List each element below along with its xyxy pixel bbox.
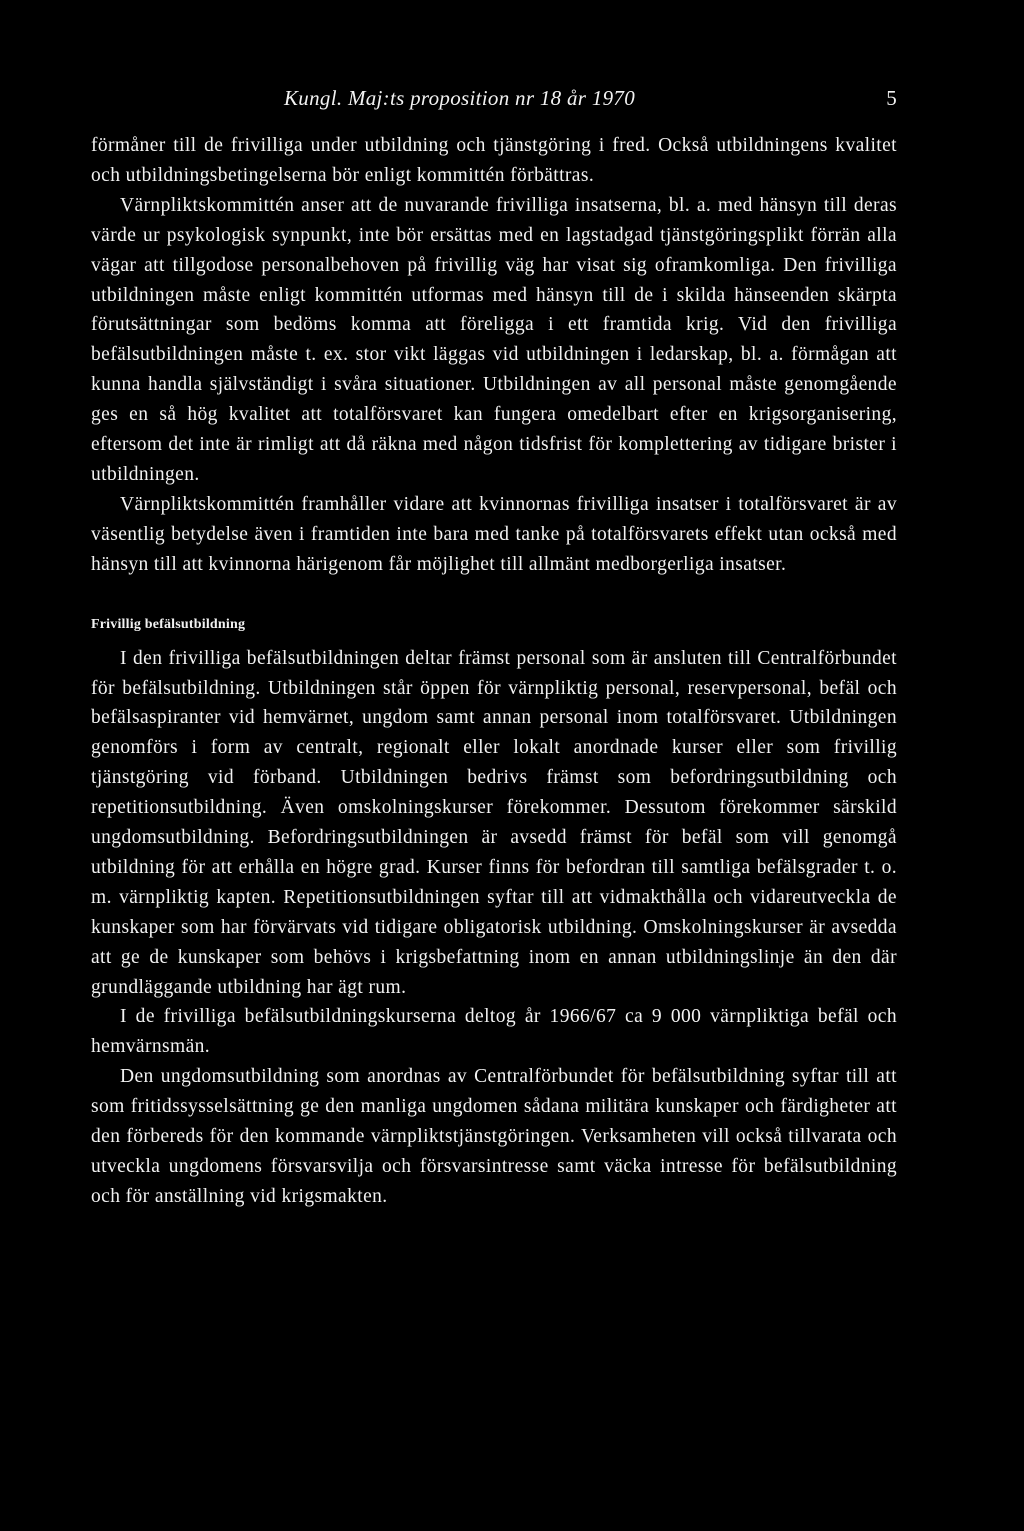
paragraph: Värnpliktskommittén framhåller vidare att kvinnornas frivilliga insatser i totalförsvaret är av väsentlig betydelse även i framtiden inte bara med tanke på totalförsvarets effekt utan också med hänsyn till att kvinnorna härigenom får möjlighet till allmänt medborgerliga insatser. [91,493,897,575]
running-header [91,86,897,116]
section-heading: Frivillig befälsutbildning [91,616,246,632]
paragraph: Värnpliktskommittén anser att de nuvarande frivilliga insatserna, bl. a. med hänsyn till deras värde ur psykologisk synpunkt, inte bör ersättas med en lagstadgad tjänstgöringsplikt förrän alla vägar att tillgodose personalbehoven på frivillig väg har visat sig oframkomliga. Den frivilliga utbildningen måste enligt kommittén utformas med hänsyn till de i skilda hänseenden skärpta förutsättningar som bedöms komma att föreligga i ett framtida krig. Vid den frivilliga befälsutbildningen måste t. ex. stor vikt läggas vid utbildningen i ledarskap, bl. a. förmågan att kunna handla självständigt i svåra situationer. Utbildningen av all personal måste genomgående ges en så hög kvalitet att totalförsvaret kan fungera omedelbart efter en krigsorganisering, eftersom det inte är rimligt att då räkna med någon tidsfrist för komplettering av tidigare brister i utbildningen. [91,194,897,485]
header-title: Kungl. Maj:ts proposition nr 18 år 1970 [284,86,636,110]
paragraph: Den ungdomsutbildning som anordnas av Centralförbundet för befälsutbildning syftar till att som fritidssysselsättning ge den manliga ungdomen sådana militära kunskaper och färdigheter att den förbereds för den kommande värnpliktstjänstgöringen. Verksamheten vill också tillvarata och utveckla ungdomens försvarsvilja och försvarsintresse samt väcka intresse för befälsutbildning och för anställning vid krigsmakten. [91,1066,897,1207]
paragraph: I den frivilliga befälsutbildningen deltar främst personal som är ansluten till Centralförbundet för befälsutbildning. Utbildningen står öppen för värnpliktig personal, reservpersonal, befäl och befälsaspiranter vid hemvärnet, ungdom samt annan personal inom totalförsvaret. Utbildningen genomförs i form av centralt, regionalt eller lokalt anordnade kurser eller som frivillig tjänstgöring vid förband. Utbildningen bedrivs främst som befordringsutbildning och repetitionsutbildning. Även omskolningskurser förekommer. Dessutom förekommer särskild ungdomsutbildning. Befordringsutbildningen är avsedd främst för befäl som vill genomgå utbildning för att erhålla en högre grad. Kurser finns för befordran till samtliga befälsgrader t. o. m. värnpliktig kapten. Repetitionsutbildningen syftar till att vidmakthålla och vidareutveckla de kunskaper som har förvärvats vid tidigare obligatorisk utbildning. Omskolningskurser är avsedda att ge de kunskaper som behövs i krigsbefattning inom en annan utbildningslinje än den där grundläggande utbildning har ägt rum. [91,647,897,998]
body-text [91,131,897,1212]
paragraph: I de frivilliga befälsutbildningskurserna deltog år 1966/67 ca 9 000 värnpliktiga befäl och hemvärnsmän. [91,1006,897,1058]
document-page [91,86,897,1212]
paragraph: förmåner till de frivilliga under utbildning och tjänstgöring i fred. Också utbildningens kvalitet och utbildningsbetingelserna bör enligt kommittén förbättras. [91,135,897,186]
page-number: 5 [886,86,897,110]
